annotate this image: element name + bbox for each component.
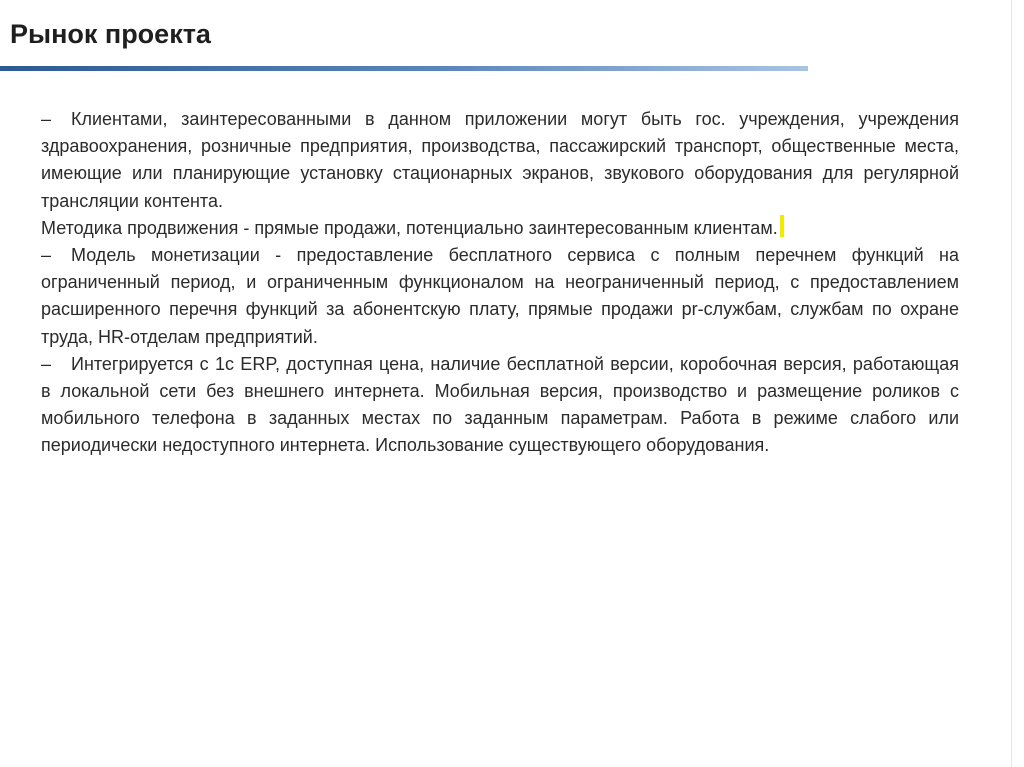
slide-title: Рынок проекта [10,19,211,49]
bullet-dash: – [41,109,52,129]
paragraph-integration-text: Интегрируется с 1с ERP, доступная цена, наличие бесплатной версии, коробочная версия, работающая в локальной сети без внешнего интернета. Мобильная версия, производство и размещение роликов с мобильного телефона в заданных местах по заданным параметрам. Работа в режиме слабого или периодически недоступного интернета. Использование существующего оборудования. [41,353,959,456]
paragraph-clients [41,106,959,215]
paragraph-promotion [41,215,959,242]
bullet-dash: – [41,353,52,374]
paragraph-clients-text: Клиентами, заинтересованными в данном приложении могут быть гос. учреждения, учреждения здравоохранения, розничные предприятия, производства, пассажирский транспорт, общественные места, имеющие или планирующие установку стационарных экранов, звукового оборудования для регулярной трансляции контента. [41,109,959,211]
slide-body [41,106,959,460]
paragraph-monetization [41,242,959,351]
bullet-dash: – [41,245,52,266]
title-underline [0,66,808,71]
text-cursor-highlight [780,215,784,237]
paragraph-promotion-text: Методика продвижения - прямые продажи, потенциально заинтересованным клиентам. [41,217,778,238]
paragraph-integration [41,351,959,460]
paragraph-monetization-text: Модель монетизации - предоставление бесплатного сервиса с полным перечнем функций на ограниченный период, и ограниченным функционалом на неограниченный период, с предоставлением расширенного перечня функций за абонентскую плату, прямые продажи pr-службам, службам по охране труда, HR-отделам предприятий. [41,245,959,347]
